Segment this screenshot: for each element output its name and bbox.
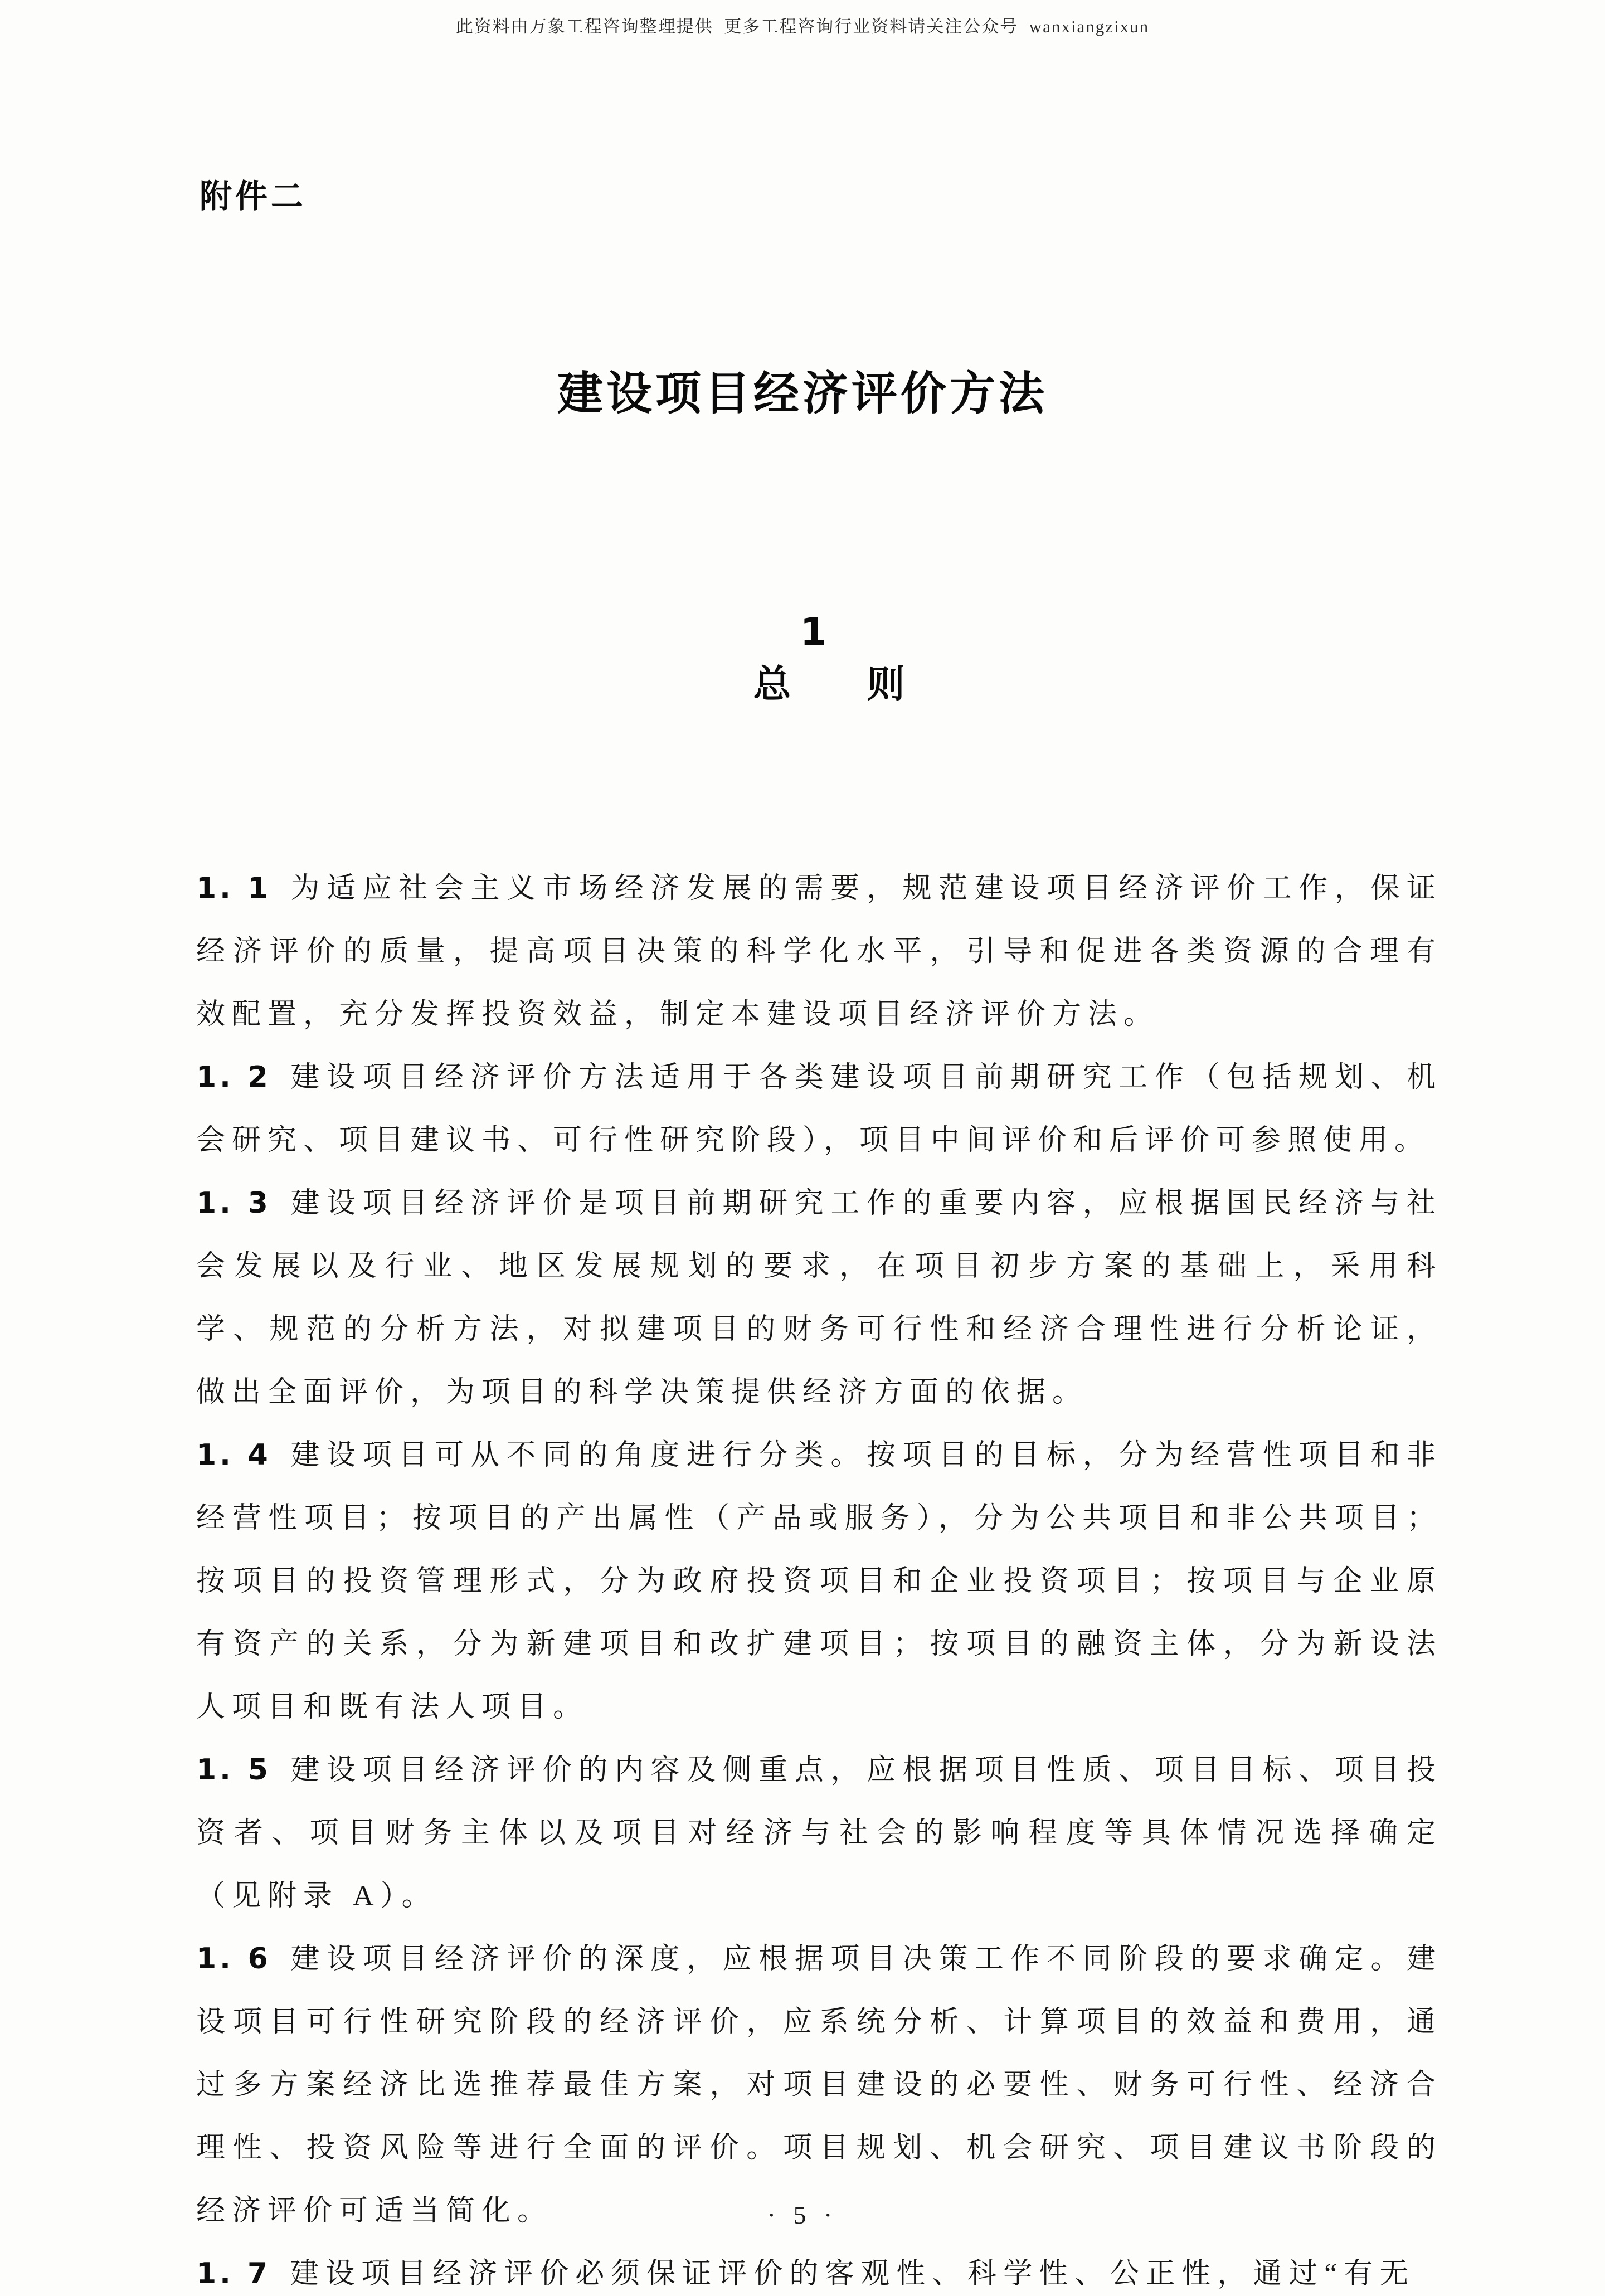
document-title: 建设项目经济评价方法 — [557, 367, 1048, 420]
paragraph-text: 建设项目经济评价方法适用于各类建设项目前期研究工作（包括规划、机会研究、项目建议书、可行性研究阶段），项目中间评价和后评价可参照使用。 — [196, 1062, 1442, 1156]
paragraph-number: 1. 3 — [196, 1186, 271, 1220]
section-heading — [0, 566, 1605, 752]
paragraph-1-5 — [196, 1739, 1442, 1928]
paragraph-1-3 — [196, 1172, 1442, 1424]
section-number: 1 — [800, 610, 827, 654]
scan-header-notice: 此资料由万象工程咨询整理提供 更多工程咨询行业资料请关注公众号 wanxiangzixun — [455, 17, 1150, 36]
paragraph-1-1 — [196, 857, 1442, 1046]
paragraph-text: 建设项目经济评价是项目前期研究工作的重要内容，应根据国民经济与社会发展以及行业、地区发展规划的要求，在项目初步方案的基础上，采用科学、规范的分析方法，对拟建项目的财务可行性和经济合理性进行分析论证，做出全面评价，为项目的科学决策提供经济方面的依据。 — [196, 1188, 1442, 1408]
paragraph-number: 1. 1 — [196, 872, 271, 905]
paragraph-number: 1. 7 — [196, 2257, 271, 2290]
document-body — [0, 857, 1605, 2296]
paragraph-number: 1. 2 — [196, 1061, 271, 1094]
paragraph-number: 1. 5 — [196, 1753, 271, 1787]
paragraph-text: 建设项目经济评价的深度，应根据项目决策工作不同阶段的要求确定。建设项目可行性研究阶段的经济评价，应系统分析、计算项目的效益和费用，通过多方案经济比选推荐最佳方案，对项目建设的必要性、财务可行性、经济合理性、投资风险等进行全面的评价。项目规划、机会研究、项目建议书阶段的经济评价可适当简化。 — [196, 1943, 1442, 2227]
paragraph-1-6 — [196, 1928, 1442, 2243]
paragraph-text: 建设项目可从不同的角度进行分类。按项目的目标，分为经营性项目和非经营性项目；按项目的产出属性（产品或服务），分为公共项目和非公共项目；按项目的投资管理形式，分为政府投资项目和企业投资项目；按项目与企业原有资产的关系，分为新建项目和改扩建项目；按项目的融资主体，分为新设法人项目和既有法人项目。 — [196, 1439, 1442, 1723]
page-number: · 5 · — [767, 2201, 838, 2229]
attachment-label: 附件二 — [200, 177, 307, 215]
section-title: 总 则 — [753, 663, 905, 707]
paragraph-text: 建设项目经济评价的内容及侧重点，应根据项目性质、项目目标、项目投资者、项目财务主体以及项目对经济与社会的影响程度等具体情况选择确定（见附录 A）。 — [196, 1754, 1442, 1912]
paragraph-text: 为适应社会主义市场经济发展的需要，规范建设项目经济评价工作，保证经济评价的质量，提高项目决策的科学化水平，引导和促进各类资源的合理有效配置，充分发挥投资效益，制定本建设项目经济评价方法。 — [196, 873, 1442, 1030]
paragraph-number: 1. 4 — [196, 1438, 271, 1472]
paragraph-text: 建设项目经济评价必须保证评价的客观性、科学性、公正性，通过“有无 — [290, 2258, 1416, 2290]
paragraph-1-7 — [196, 2243, 1442, 2296]
paragraph-1-4 — [196, 1424, 1442, 1739]
paragraph-number: 1. 6 — [196, 1942, 271, 1976]
paragraph-1-2 — [196, 1046, 1442, 1172]
